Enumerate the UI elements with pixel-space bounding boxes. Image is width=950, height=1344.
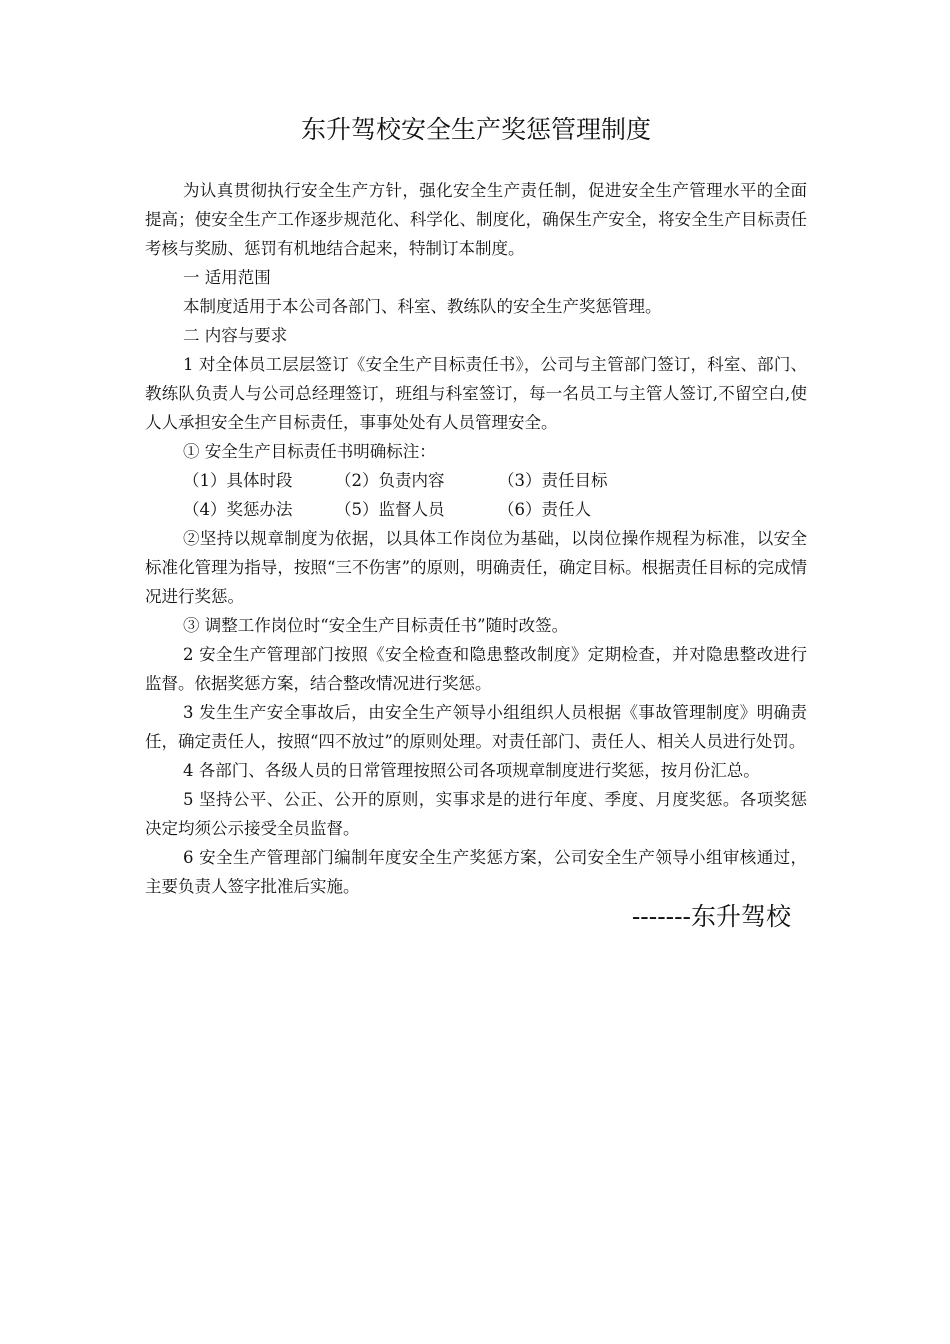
requirement-item-1-sub-3: ③ 调整工作岗位时“安全生产目标责任书”随时改签。 <box>183 616 569 635</box>
requirement-item-1-sub-1: ① 安全生产目标责任书明确标注： <box>183 442 436 461</box>
requirement-item-1: 1 对全体员工层层签订《安全生产目标责任书》，公司与主管部门签订，科室、部门、教练队负责人与公司总经理签订，班组与科室签订，每一名员工与主管人签订,不留空白,使人人承担安全生产目标责任，事事处处有人员管理安全。 <box>145 355 807 432</box>
section-heading-scope: 一 适用范围 <box>183 268 271 287</box>
signature: -------东升驾校 <box>631 902 791 931</box>
list-row-1 <box>145 466 807 495</box>
list-item: （2）负责内容 <box>335 471 445 490</box>
list-item: （3）责任目标 <box>498 471 608 490</box>
document-page <box>145 108 807 937</box>
requirement-item-6: 6 安全生产管理部门编制年度安全生产奖惩方案，公司安全生产领导小组审核通过，主要负责人签字批准后实施。 <box>145 848 807 896</box>
requirement-item-4: 4 各部门、各级人员的日常管理按照公司各项规章制度进行奖惩，按月份汇总。 <box>183 761 760 780</box>
requirement-item-2: 2 安全生产管理部门按照《安全检查和隐患整改制度》定期检查，并对隐患整改进行监督。依据奖惩方案，结合整改情况进行奖惩。 <box>145 645 807 693</box>
intro-paragraph: 为认真贯彻执行安全生产方针，强化安全生产责任制，促进安全生产管理水平的全面提高；使安全生产工作逐步规范化、科学化、制度化，确保生产安全，将安全生产目标责任考核与奖励、惩罚有机地结合起来，特制订本制度。 <box>145 181 807 258</box>
list-row-2 <box>145 495 807 524</box>
list-item: （4）奖惩办法 <box>183 500 293 519</box>
requirement-item-1-sub-2: ②坚持以规章制度为依据，以具体工作岗位为基础，以岗位操作规程为标准，以安全标准化管理为指导，按照“三不伤害”的原则，明确责任，确定目标。根据责任目标的完成情况进行奖惩。 <box>145 529 807 606</box>
scope-paragraph: 本制度适用于本公司各部门、科室、教练队的安全生产奖惩管理。 <box>183 297 662 316</box>
document-title: 东升驾校安全生产奖惩管理制度 <box>300 115 651 144</box>
section-heading-requirements: 二 内容与要求 <box>183 326 288 345</box>
list-item: （5）监督人员 <box>335 500 445 519</box>
requirement-item-5: 5 坚持公平、公正、公开的原则，实事求是的进行年度、季度、月度奖惩。各项奖惩决定均须公示接受全员监督。 <box>145 790 807 838</box>
list-item: （6）责任人 <box>498 500 591 519</box>
list-item: （1）具体时段 <box>183 471 293 490</box>
requirement-item-3: 3 发生生产安全事故后，由安全生产领导小组组织人员根据《事故管理制度》明确责任，确定责任人，按照“四不放过”的原则处理。对责任部门、责任人、相关人员进行处罚。 <box>145 703 807 751</box>
